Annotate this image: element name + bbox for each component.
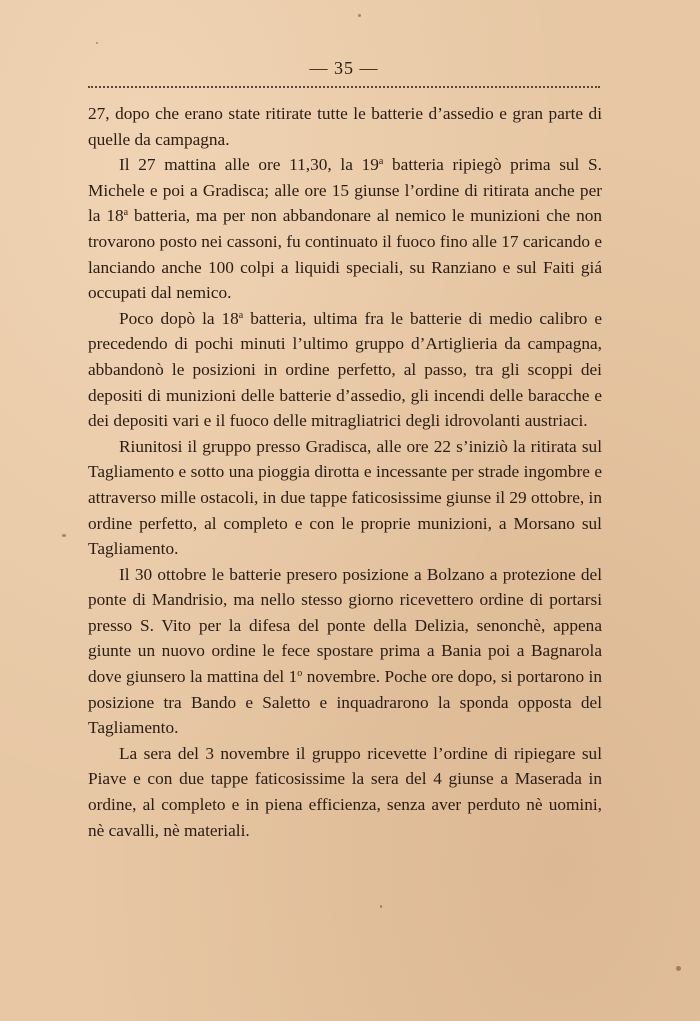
paper-speck [676, 966, 681, 971]
paragraph-2-part-c: batteria, ma per non abbandonare al nemico le munizioni che non trovarono posto nei cassoni, fu continuato il fuoco fino alle 17 caricando e lanciando anche 100 colpi a liquidi speciali, su Ranziano e sul Faiti giá occupati dal nemico. [88, 206, 603, 303]
paragraph-5-part-b: novembre. Poche ore dopo, si portarono in posizione tra Bando e Saletto e inquadrarono la sponda opposta del Tagliamento. [88, 667, 602, 738]
paragraph-5 [88, 562, 602, 741]
paragraph-3-part-a: Poco dopò la 18 [119, 308, 239, 328]
paragraph-6: La sera del 3 novembre il gruppo ricevette l’ordine di ripiegare sul Piave e con due tappe faticosissime la sera del 4 giunse a Maserada in ordine, al completo e in piena efficienza, senza aver perduto nè uomini, nè cavalli, nè materiali. [88, 743, 602, 840]
body-text [88, 101, 602, 843]
paper-speck [358, 14, 361, 17]
paragraph-1: 27, dopo che erano state ritirate tutte le batterie d’assedio e gran parte di quelle da campagna. [88, 104, 602, 149]
header-dotted-rule [88, 86, 600, 88]
paragraph-4: Riunitosi il gruppo presso Gradisca, alle ore 22 s’iniziò la ritirata sul Tagliamento e sotto una pioggia dirotta e incessante per strade ingombre e attraverso mille ostacoli, in due tappe faticosissime giunse il 29 ottobre, in ordine perfetto, al completo e con le proprie munizioni, a Morsano sul Tagliamento. [88, 436, 602, 559]
ordinal-superscript: o [297, 668, 303, 680]
paper-speck [62, 534, 66, 537]
paragraph-2-part-b: batteria ripiegò prima sul S. Michele e poi a Gradisca; alle ore 15 giunse l’ordine di ritirata anche per la 18 [88, 155, 602, 226]
paper-speck [96, 42, 98, 44]
page-number: — 35 — [309, 58, 379, 78]
paragraph-3 [88, 306, 602, 434]
paragraph-2 [88, 152, 602, 306]
ordinal-superscript: a [238, 309, 244, 321]
paper-speck [380, 905, 382, 908]
paragraph-3-part-b: batteria, ultima fra le batterie di medio calibro e precedendo di pochi minuti l’ultimo gruppo d’Artiglieria da campagna, abbandonò le posizioni in ordine perfetto, al passo, tra gli scoppi dei depositi di munizioni delle batterie d’assedio, gli incendi delle baracche e dei depositi vari e il fuoco delle mitragliatrici degli idrovolanti austriaci. [88, 308, 603, 431]
ordinal-superscript: a [123, 207, 129, 219]
paragraph-5-part-a: Il 30 ottobre le batterie presero posizione a Bolzano a protezione del ponte di Mandrisio, ma nello stesso giorno ricevettero ordine di portarsi presso S. Vito per la difesa del ponte della Delizia, senonchè, appena giunte un nuovo ordine le fece spostare prima a Bania poi a Bagnarola dove giunsero la mattina del 1 [88, 564, 602, 687]
paragraph-2-part-a: Il 27 mattina alle ore 11,30, la 19 [119, 155, 379, 175]
ordinal-superscript: a [378, 156, 384, 168]
